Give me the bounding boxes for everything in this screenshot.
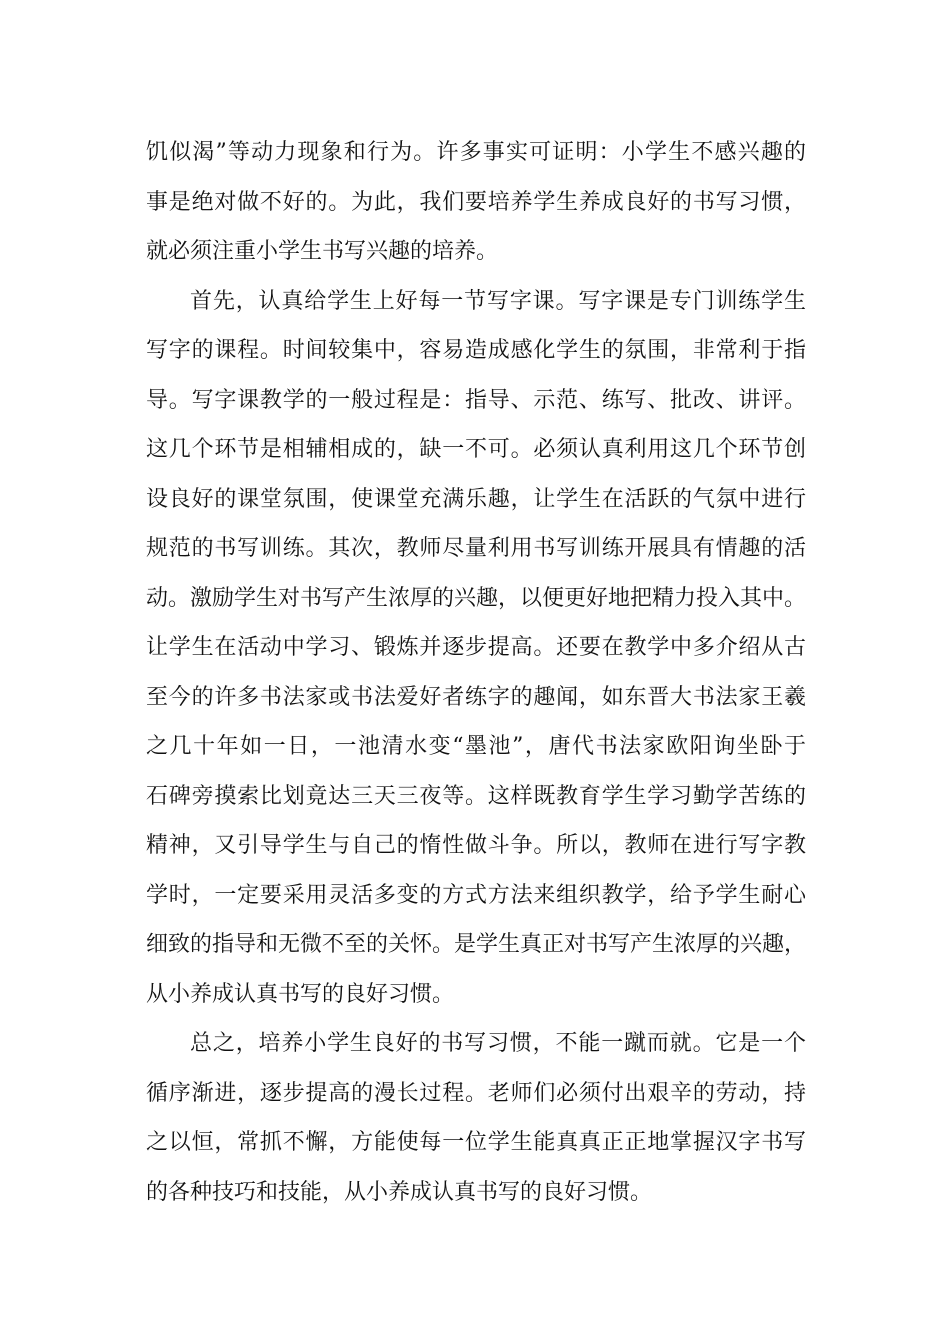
- text-line: 之以恒，常抓不懈，方能使每一位学生能真真正正地掌握汉字书写: [146, 1130, 806, 1155]
- text-line: 之几十年如一日，一池清水变“墨池”，唐代书法家欧阳询坐卧于: [146, 734, 806, 759]
- text-line: 循序渐进，逐步提高的漫长过程。老师们必须付出艰辛的劳动，持: [146, 1080, 806, 1106]
- text-line: 这几个环节是相辅相成的，缺一不可。必须认真利用这几个环节创: [146, 437, 806, 462]
- paragraph-1: [146, 128, 806, 277]
- text-line: 导。写字课教学的一般过程是：指导、示范、练写、批改、讲评。: [146, 387, 806, 413]
- text-line: 事是绝对做不好的。为此，我们要培养学生养成良好的书写习惯，: [146, 189, 806, 215]
- text-line: 至今的许多书法家或书法爱好者练字的趣闻，如东晋大书法家王羲: [146, 684, 806, 710]
- text-line: 让学生在活动中学习、锻炼并逐步提高。还要在教学中多介绍从古: [146, 635, 806, 660]
- text-line: 从小养成认真书写的良好习惯。: [146, 981, 455, 1007]
- text-line: 设良好的课堂氛围，使课堂充满乐趣，让学生在活跃的气氛中进行: [146, 486, 806, 512]
- text-line: 学时，一定要采用灵活多变的方式方法来组织教学，给予学生耐心: [146, 882, 806, 908]
- text-line: 动。激励学生对书写产生浓厚的兴趣，以便更好地把精力投入其中。: [146, 585, 807, 611]
- paragraph-2: [146, 277, 806, 1020]
- text-line: 总之，培养小学生良好的书写习惯，不能一蹴而就。它是一个: [190, 1031, 806, 1056]
- text-line: 饥似渴”等动力现象和行为。许多事实可证明：小学生不感兴趣的: [146, 140, 806, 165]
- body-text: [146, 128, 806, 1217]
- text-line: 石碑旁摸索比划竟达三天三夜等。这样既教育学生学习勤学苦练的: [146, 783, 806, 809]
- text-line: 首先，认真给学生上好每一节写字课。写字课是专门训练学生: [190, 288, 806, 314]
- text-line: 就必须注重小学生书写兴趣的培养。: [146, 239, 499, 264]
- text-line: 规范的书写训练。其次，教师尽量利用书写训练开展具有情趣的活: [146, 536, 806, 561]
- text-line: 精神，又引导学生与自己的惰性做斗争。所以，教师在进行写字教: [146, 833, 806, 858]
- text-line: 细致的指导和无微不至的关怀。是学生真正对书写产生浓厚的兴趣，: [146, 932, 807, 957]
- text-line: 写字的课程。时间较集中，容易造成感化学生的氛围，非常利于指: [146, 338, 806, 363]
- paragraph-3: [146, 1019, 806, 1217]
- text-line: 的各种技巧和技能，从小养成认真书写的良好习惯。: [146, 1179, 653, 1205]
